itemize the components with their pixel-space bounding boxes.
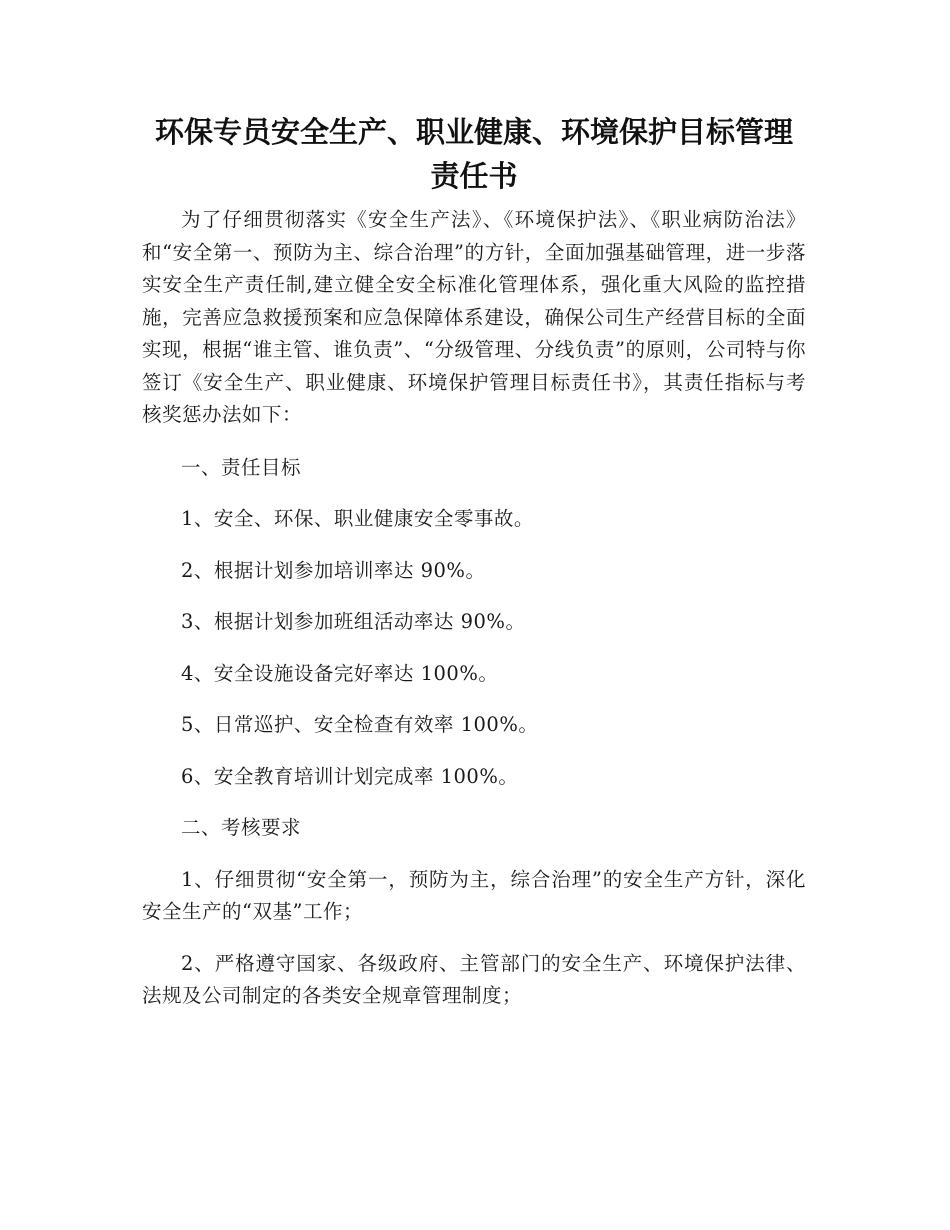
document-title: 环保专员安全生产、职业健康、环境保护目标管理责任书 (154, 115, 793, 193)
goal-item: 4、安全设施设备完好率达 100%。 (181, 661, 499, 685)
goal-item: 1、安全、环保、职业健康安全零事故。 (181, 507, 534, 530)
goal-item: 6、安全教育培训计划完成率 100%。 (181, 764, 519, 788)
section-heading-requirements: 二、考核要求 (181, 816, 302, 839)
document-page (142, 110, 806, 1013)
intro-paragraph: 为了仔细贯彻落实《安全生产法》、《环境保护法》、《职业病防治法》和“安全第一、预防为主、综合治理”的方针，全面加强基础管理，进一步落实安全生产责任制,建立健全安全标准化管理体系，强化重大风险的监控措施，完善应急救援预案和应急保障体系建设，确保公司生产经营目标的全面实现，根据“谁主管、谁负责”、“分级管理、分线负责”的原则，公司特与你签订《安全生产、职业健康、环境保护管理目标责任书》，其责任指标与考核奖惩办法如下： (142, 208, 806, 426)
requirement-item: 2、严格遵守国家、各级政府、主管部门的安全生产、环境保护法律、法规及公司制定的各类安全规章管理制度； (142, 951, 806, 1007)
requirement-item: 1、仔细贯彻“安全第一，预防为主，综合治理”的安全生产方针，深化安全生产的“双基”工作； (142, 867, 806, 923)
goal-item: 5、日常巡护、安全检查有效率 100%。 (181, 713, 539, 736)
section-heading-goals: 一、责任目标 (181, 455, 302, 479)
goal-item: 2、根据计划参加培训率达 90%。 (181, 558, 486, 582)
goal-item: 3、根据计划参加班组活动率达 90%。 (181, 610, 526, 633)
